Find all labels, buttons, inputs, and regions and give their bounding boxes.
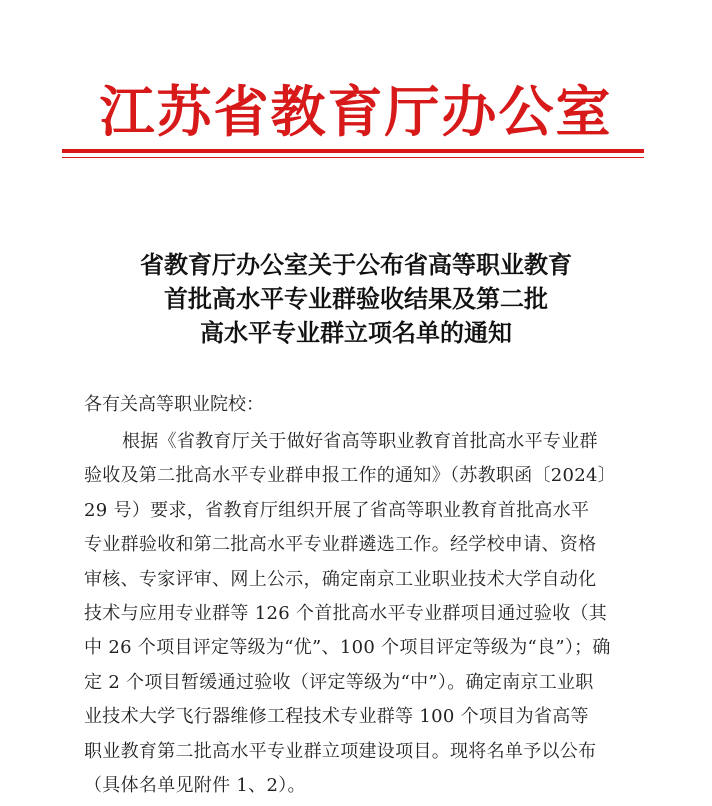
body-line: 技术与应用专业群等 126 个首批高水平专业群项目通过验收（其	[84, 602, 608, 624]
notice-title-line: 首批高水平专业群验收结果及第二批	[164, 284, 548, 313]
body-line: 根据《省教育厅关于做好省高等职业教育首批高水平专业群	[122, 431, 598, 452]
body-line: （具体名单见附件 1、2）。	[84, 774, 306, 796]
body-line: 专业群验收和第二批高水平专业群遴选工作。经学校申请、资格	[84, 534, 597, 556]
notice-body	[84, 428, 644, 806]
agency-header-title: 江苏省教育厅办公室	[99, 79, 613, 144]
body-line: 审核、专家评审、网上公示，确定南京工业职业技术大学自动化	[84, 568, 597, 590]
body-line: 定 2 个项目暂缓通过验收（评定等级为“中”）。确定南京工业职	[84, 671, 594, 693]
header-rule-thick	[62, 149, 644, 153]
body-line: 中 26 个项目评定等级为“优”、100 个项目评定等级为“良”）；确	[84, 637, 611, 659]
body-line: 职业教育第二批高水平专业群立项建设项目。现将名单予以公布	[84, 740, 597, 762]
notice-title-line: 高水平专业群立项名单的通知	[200, 318, 512, 347]
body-line: 验收及第二批高水平专业群申报工作的通知》（苏教职函〔2024〕	[84, 465, 617, 487]
salutation: 各有关高等职业院校：	[84, 394, 264, 415]
notice-title	[0, 248, 712, 350]
body-line: 29 号）要求，省教育厅组织开展了省高等职业教育首批高水平	[84, 499, 590, 521]
notice-title-line: 省教育厅办公室关于公布省高等职业教育	[140, 250, 572, 279]
header-rule-thin	[62, 157, 644, 158]
body-line: 业技术大学飞行器维修工程技术专业群等 100 个项目为省高等	[84, 706, 589, 728]
